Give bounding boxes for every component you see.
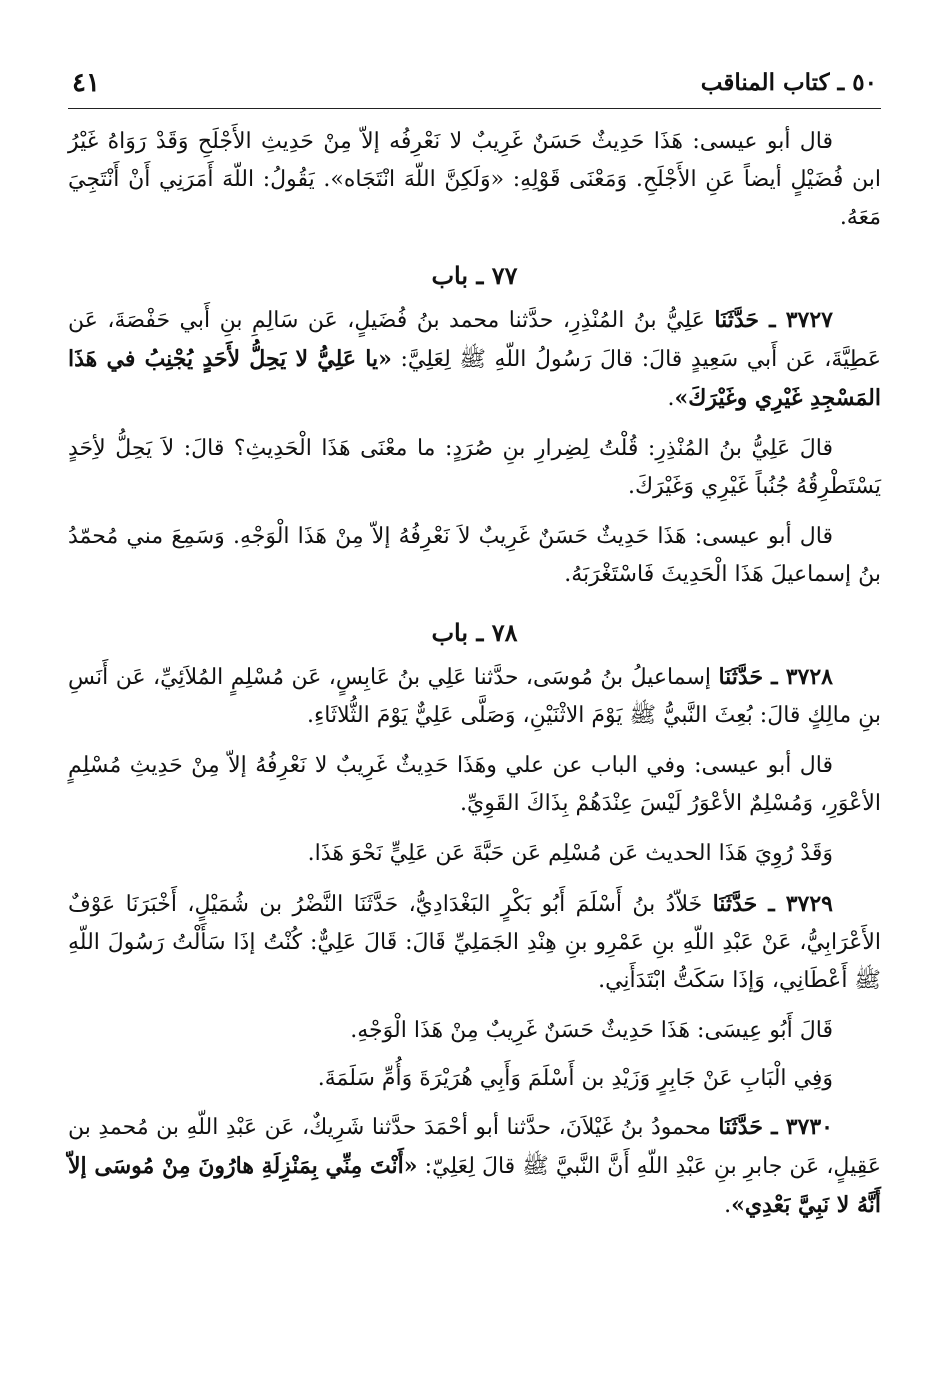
hadith-end: .	[667, 386, 675, 411]
paragraph-6: قَالَ أَبُو عِيسَى: هَذَا حَدِيثٌ حَسَنٌ غَرِيبٌ مِنْ هَذَا الْوَجْهِ.	[350, 1018, 833, 1043]
hadith-number: ٣٧٢٨ ـ حَدَّثَنَا	[718, 664, 833, 690]
hadith-text: إسماعيلُ بنُ مُوسَى، حدَّثنا عَلِي بنُ عَابِسٍ، عَن مُسْلِمٍ المُلاَئِيِّ، عَن أَنَسِ بنِ مالِكٍ قالَ: بُعِثَ النَّبيُّ ﷺ يَوْمَ الاثْنَيْنِ، وَصَلَّى عَلِيٌّ يَوْمَ الثُّلاثَاءِ.	[68, 665, 881, 728]
hadith-quote: «يا عَلِيُّ لا يَحِلُّ لأَحَدٍ يُجْنِبُ في هَذَا المَسْجِدِ غَيْرِي وغَيْرَكَ»	[68, 346, 881, 411]
paragraph-5: وَقَدْ رُوِيَ هَذَا الحديث عَن مُسْلِم عَن حَبَّةَ عَن عَلِيٍّ نَحْوَ هَذَا.	[307, 841, 833, 866]
hadith-number: ٣٧٣٠ ـ حَدَّثَنَا	[718, 1114, 833, 1140]
hadith-text: عَلِيُّ بنُ المُنْذِرِ، حدَّثنا محمد بنُ فُضَيلٍ، عَن سَالِمِ بنِ أَبي حَفْصَةَ، عَن عَطِيَّةَ، عَن أَبي سَعِيدٍ قالَ: قالَ رَسُولُ اللّهِ ﷺ لِعَلِيَّ:	[68, 308, 881, 372]
paragraph-1: قال أبو عيسى: هَذَا حَدِيثٌ حَسَنٌ غَرِيبٌ لا نَعْرِفُه إلاّ مِنْ حَدِيثِ الأَجْلَحِ وَقَدْ رَوَاهُ غَيْرُ ابن فُضَيْلٍ أيضاً عَنِ الأَجْلَحِ. وَمَعْنَى قَوْلِهِ: «وَلَكِنَّ اللّهَ انْتَجَاه». يَقُولُ: اللّهَ أَمَرَنِي أَنْ أَنْتَجِيَ مَعَهُ.	[68, 129, 881, 230]
chapter-title: ٥٠ ـ كتاب المناقب	[700, 69, 877, 96]
hadith-number: ٣٧٢٧ ـ حَدَّثَنَا	[714, 307, 833, 333]
hadith-text: خَلاّدُ بنُ أَسْلَمَ أَبُو بَكْرٍ البَغْدَادِيُّ، حَدَّثَنَا النَّضْرُ بن شُمَيْلٍ، أَخْبَرَنَا عَوْفٌ الأَعْرَابِيُّ، عَنْ عَبْدِ اللّهِ بنِ عَمْرِو بنِ هِنْدِ الجَمَلِيِّ قَالَ: قَالَ عَلِيٌّ: كُنْتُ إذَا سَأَلْتُ رَسُولَ اللّهِ ﷺ أَعْطَانِي، وَإذَا سَكَتُّ ابْتَدَأَنِي.	[68, 892, 881, 993]
paragraph-4: قال أبو عيسى: وفي الباب عن علي وهَذَا حَدِيثٌ غَرِيبٌ لا نَعْرِفُهُ إلاّ مِنْ حَدِيثِ مُسْلِمٍ الأعْوَرِ، وَمُسْلِمٌ الأعْوَرُ لَيْسَ عِنْدَهُمْ بِذَاكَ القَوِيِّ.	[68, 753, 881, 816]
hadith-3730	[68, 1108, 881, 1225]
section-heading-78: ٧٨ ـ باب	[431, 618, 518, 647]
hadith-3729	[68, 885, 881, 1000]
hadith-quote: «أَنْتَ مِنِّي بِمَنْزِلَةِ هارُونَ مِنْ مُوسَى إلاّ أَنَّهُ لا نَبِيَّ بَعْدِي»	[68, 1153, 881, 1218]
page-body	[68, 109, 881, 1225]
paragraph-7: وَفِي الْبَابِ عَنْ جَابِرٍ وَزَيْدِ بن أَسْلَمَ وَأَبِي هُرَيْرَةَ وَأُمِّ سَلَمَةَ.	[317, 1066, 833, 1091]
hadith-3728	[68, 658, 881, 735]
page-number: ٤١	[72, 68, 100, 98]
paragraph-3: قال أبو عيسى: هَذَا حَدِيثٌ حَسَنٌ غَرِيبٌ لاَ نَعْرِفُهُ إلاّ مِنْ هَذَا الْوَجْهِ. وَسَمِعَ مني مُحمّدُ بنُ إسماعيلَ هَذَا الْحَدِيثَ فَاسْتَغْرَبَهُ.	[68, 524, 881, 587]
hadith-number: ٣٧٢٩ ـ حَدَّثَنَا	[712, 891, 833, 917]
hadith-end: .	[724, 1193, 732, 1218]
section-heading-77: ٧٧ ـ باب	[431, 261, 518, 290]
hadith-text: محمودُ بنُ غَيْلاَنَ، حدَّثنا أبو أحْمَدَ حدَّثنا شَرِيكٌ، عَن عَبْدِ اللّهِ بن مُحمدِ بن عَقِيلٍ، عَن جابرِ بنِ عَبْدِ اللّهِ أَنَّ النَّبيَّ ﷺ قالَ لِعَلِيّ:	[68, 1115, 881, 1179]
paragraph-2: قالَ عَلِيُّ بنُ المُنْذِرِ: قُلْتُ لِضِرارِ بنِ صُرَدٍ: ما معْنَى هَذَا الْحَدِيثِ؟ قالَ: لاَ يَحِلُّ لأِحَدٍ يَسْتَطْرِقُهُ جُنُباً غَيْرِي وَغَيْرَكَ.	[68, 436, 881, 499]
hadith-3727	[68, 301, 881, 418]
running-header	[68, 68, 881, 109]
